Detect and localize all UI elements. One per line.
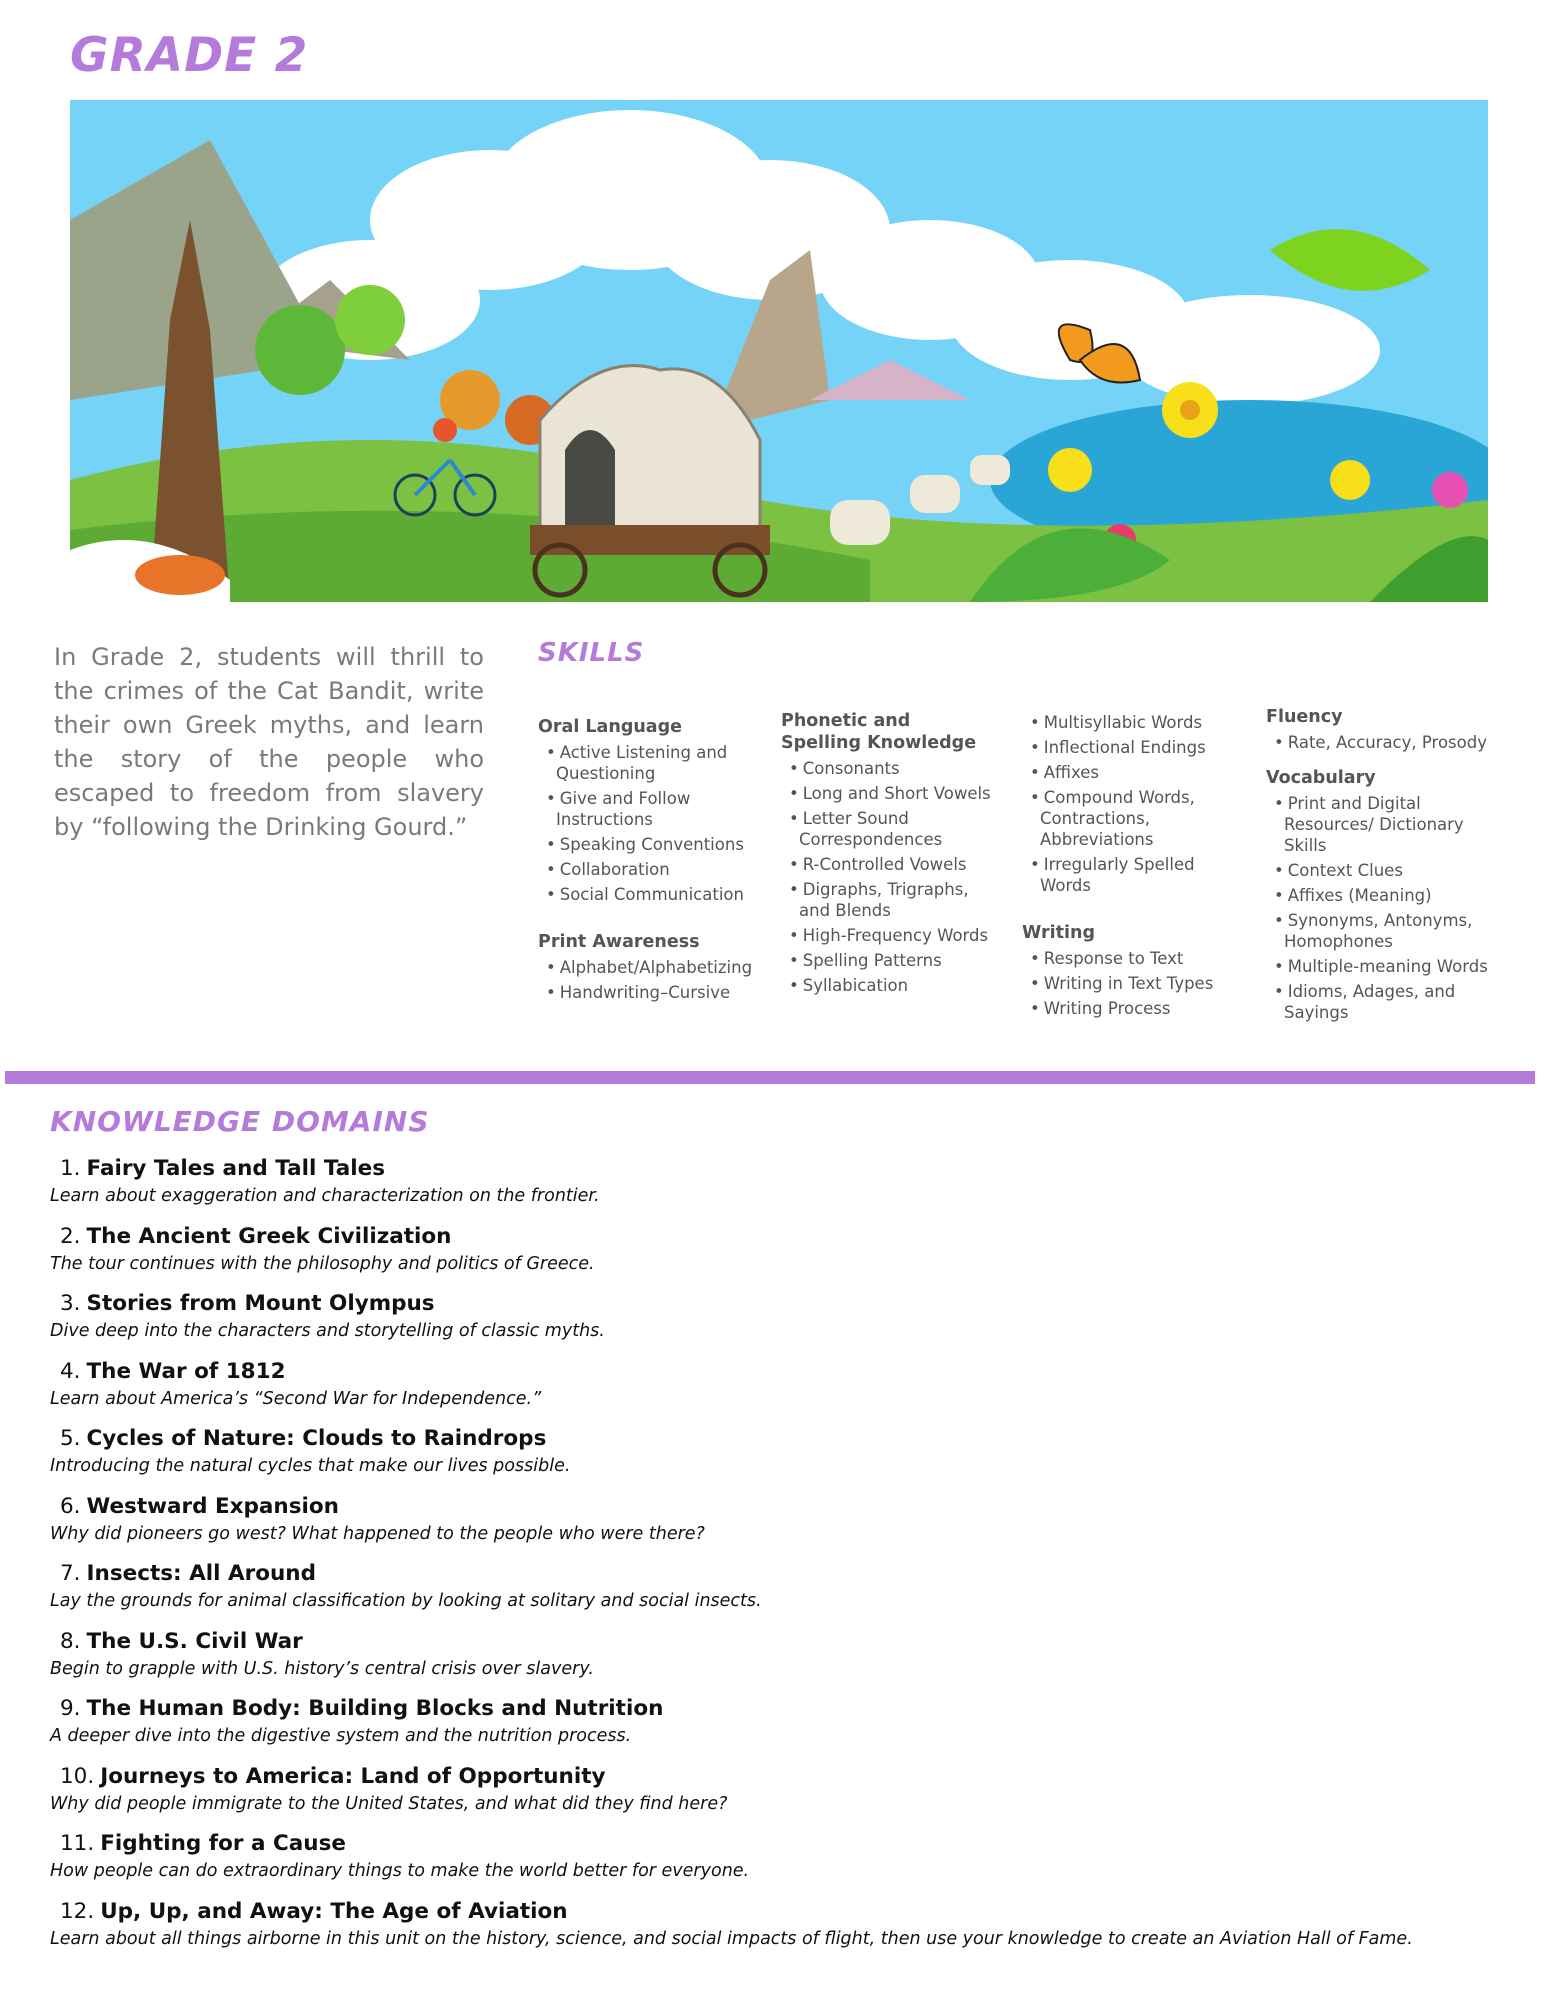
domain-description: Introducing the natural cycles that make our lives possible. bbox=[50, 1456, 571, 1476]
domain-heading bbox=[50, 1357, 1530, 1387]
oral-language-group bbox=[538, 716, 758, 905]
domain-heading bbox=[50, 1694, 1530, 1724]
domain-description: Begin to grapple with U.S. history’s central crisis over slavery. bbox=[50, 1658, 594, 1679]
domain-heading bbox=[50, 1559, 1530, 1589]
domain-number: 1. bbox=[60, 1156, 81, 1181]
oral-language-list bbox=[538, 742, 758, 905]
domain-heading bbox=[50, 1154, 1530, 1184]
domain-heading bbox=[50, 1289, 1530, 1319]
list-item: • Context Clues bbox=[1266, 860, 1511, 881]
domain-heading bbox=[50, 1424, 1530, 1454]
list-item: • Handwriting–Cursive bbox=[538, 982, 758, 1003]
print-awareness-heading: Print Awareness bbox=[538, 932, 700, 952]
domain-heading bbox=[50, 1897, 1530, 1927]
list-item bbox=[50, 1897, 1530, 1965]
list-item: • Irregularly Spelled Words bbox=[1022, 854, 1237, 896]
list-item: • Syllabication bbox=[781, 975, 996, 996]
domain-heading bbox=[50, 1627, 1530, 1657]
domain-number: 4. bbox=[60, 1358, 81, 1384]
list-item: • Collaboration bbox=[538, 859, 758, 880]
oral-language-heading: Oral Language bbox=[538, 717, 683, 737]
domain-title: Fighting for a Cause bbox=[100, 1831, 346, 1856]
domain-title: Cycles of Nature: Clouds to Raindrops bbox=[86, 1426, 547, 1451]
domain-description: A deeper dive into the digestive system and the nutrition process. bbox=[50, 1726, 632, 1746]
domain-description: Learn about all things airborne in this unit on the history, science, and social impacts of flight, then use your knowledge to create an Aviation Hall of Fame. bbox=[50, 1928, 1413, 1949]
domain-description: Learn about America’s “Second War for Independence.” bbox=[50, 1388, 542, 1409]
fluency-heading: Fluency bbox=[1266, 707, 1343, 727]
skills-column-2 bbox=[781, 710, 996, 1022]
writing-list bbox=[1022, 948, 1237, 1019]
list-item: • Social Communication bbox=[538, 884, 758, 905]
hero-illustration bbox=[70, 100, 1488, 602]
list-item bbox=[50, 1222, 1530, 1290]
domain-number: 3. bbox=[60, 1291, 81, 1316]
list-item: • Consonants bbox=[781, 758, 996, 779]
list-item: • Response to Text bbox=[1022, 948, 1237, 969]
list-item: • Spelling Patterns bbox=[781, 950, 996, 971]
phonetic-group bbox=[781, 710, 996, 996]
domain-title: The War of 1812 bbox=[86, 1358, 286, 1384]
phonetic-cont-group bbox=[1022, 712, 1237, 896]
intro-paragraph: In Grade 2, students will thrill to the crimes of the Cat Bandit, write their own Greek myths, and learn the story of the people who escaped to freedom from slavery by “following the Drinking Gourd.” bbox=[54, 643, 484, 841]
list-item: • Active Listening and Questioning bbox=[538, 742, 758, 784]
skills-column-3 bbox=[1022, 712, 1237, 1045]
list-item bbox=[50, 1424, 1530, 1492]
knowledge-domains-list bbox=[50, 1154, 1530, 1964]
list-item: • Give and Follow Instructions bbox=[538, 788, 758, 830]
domain-heading bbox=[50, 1762, 1530, 1792]
list-item: • Idioms, Adages, and Sayings bbox=[1266, 981, 1511, 1023]
list-item bbox=[50, 1829, 1530, 1897]
domain-title: The Human Body: Building Blocks and Nutrition bbox=[86, 1696, 664, 1721]
domain-title: Westward Expansion bbox=[86, 1493, 339, 1519]
list-item bbox=[50, 1559, 1530, 1627]
writing-heading: Writing bbox=[1022, 923, 1095, 943]
list-item bbox=[50, 1357, 1530, 1425]
page-title: GRADE 2 bbox=[70, 28, 309, 83]
phonetic-cont-list bbox=[1022, 712, 1237, 896]
skills-heading: SKILLS bbox=[538, 638, 645, 668]
domain-heading bbox=[50, 1829, 1530, 1859]
print-awareness-list bbox=[538, 957, 758, 1003]
list-item: • Multiple-meaning Words bbox=[1266, 956, 1511, 977]
domain-number: 10. bbox=[60, 1763, 95, 1789]
domain-description: Why did people immigrate to the United States, and what did they find here? bbox=[50, 1793, 728, 1814]
knowledge-domains-heading: KNOWLEDGE DOMAINS bbox=[50, 1105, 430, 1138]
domain-description: How people can do extraordinary things to make the world better for everyone. bbox=[50, 1861, 750, 1881]
domain-title: Insects: All Around bbox=[86, 1561, 316, 1586]
list-item bbox=[50, 1154, 1530, 1222]
list-item: • Affixes bbox=[1022, 762, 1237, 783]
list-item: • Inflectional Endings bbox=[1022, 737, 1237, 758]
domain-number: 7. bbox=[60, 1561, 81, 1586]
domain-heading bbox=[50, 1222, 1530, 1252]
domain-description: Dive deep into the characters and storytelling of classic myths. bbox=[50, 1321, 605, 1341]
skills-column-4 bbox=[1266, 706, 1511, 1049]
domain-title: The Ancient Greek Civilization bbox=[86, 1223, 452, 1249]
domain-heading bbox=[50, 1492, 1530, 1522]
domain-number: 9. bbox=[60, 1696, 81, 1721]
phonetic-list bbox=[781, 758, 996, 996]
print-awareness-group bbox=[538, 931, 758, 1003]
domain-title: Journeys to America: Land of Opportunity bbox=[100, 1763, 606, 1789]
section-divider bbox=[5, 1071, 1535, 1084]
list-item: • Alphabet/Alphabetizing bbox=[538, 957, 758, 978]
domain-number: 5. bbox=[60, 1426, 81, 1451]
domain-number: 12. bbox=[60, 1898, 95, 1924]
domain-description: Lay the grounds for animal classification by looking at solitary and social insects. bbox=[50, 1591, 762, 1611]
fluency-list bbox=[1266, 732, 1511, 753]
fluency-group bbox=[1266, 706, 1511, 753]
vocabulary-group bbox=[1266, 767, 1511, 1023]
list-item: • Writing in Text Types bbox=[1022, 973, 1237, 994]
list-item bbox=[50, 1627, 1530, 1695]
skills-column-1 bbox=[538, 716, 758, 1029]
phonetic-heading: Phonetic and Spelling Knowledge bbox=[781, 711, 977, 753]
list-item: • Print and Digital Resources/ Dictionary Skills bbox=[1266, 793, 1511, 856]
domain-description: Learn about exaggeration and characterization on the frontier. bbox=[50, 1186, 600, 1206]
list-item: • Letter Sound Correspondences bbox=[781, 808, 996, 850]
list-item: • Rate, Accuracy, Prosody bbox=[1266, 732, 1511, 753]
domain-title: Stories from Mount Olympus bbox=[86, 1291, 435, 1316]
vocabulary-list bbox=[1266, 793, 1511, 1023]
list-item bbox=[50, 1289, 1530, 1357]
list-item: • Speaking Conventions bbox=[538, 834, 758, 855]
writing-group bbox=[1022, 922, 1237, 1019]
list-item: • Multisyllabic Words bbox=[1022, 712, 1237, 733]
list-item bbox=[50, 1762, 1530, 1830]
domain-description: Why did pioneers go west? What happened to the people who were there? bbox=[50, 1523, 705, 1544]
list-item: • Compound Words, Contractions, Abbreviations bbox=[1022, 787, 1237, 850]
vocabulary-heading: Vocabulary bbox=[1266, 768, 1376, 788]
domain-title: Up, Up, and Away: The Age of Aviation bbox=[100, 1898, 568, 1924]
domain-title: Fairy Tales and Tall Tales bbox=[86, 1156, 386, 1181]
list-item: • Writing Process bbox=[1022, 998, 1237, 1019]
list-item bbox=[50, 1492, 1530, 1560]
list-item: • High-Frequency Words bbox=[781, 925, 996, 946]
domain-number: 8. bbox=[60, 1628, 81, 1654]
domain-number: 2. bbox=[60, 1223, 81, 1249]
domain-number: 11. bbox=[60, 1831, 95, 1856]
list-item: • R-Controlled Vowels bbox=[781, 854, 996, 875]
list-item: • Affixes (Meaning) bbox=[1266, 885, 1511, 906]
domain-number: 6. bbox=[60, 1493, 81, 1519]
list-item: • Digraphs, Trigraphs, and Blends bbox=[781, 879, 996, 921]
list-item: • Synonyms, Antonyms, Homophones bbox=[1266, 910, 1511, 952]
list-item: • Long and Short Vowels bbox=[781, 783, 996, 804]
domain-description: The tour continues with the philosophy and politics of Greece. bbox=[50, 1253, 595, 1274]
domain-title: The U.S. Civil War bbox=[86, 1628, 303, 1654]
list-item bbox=[50, 1694, 1530, 1762]
